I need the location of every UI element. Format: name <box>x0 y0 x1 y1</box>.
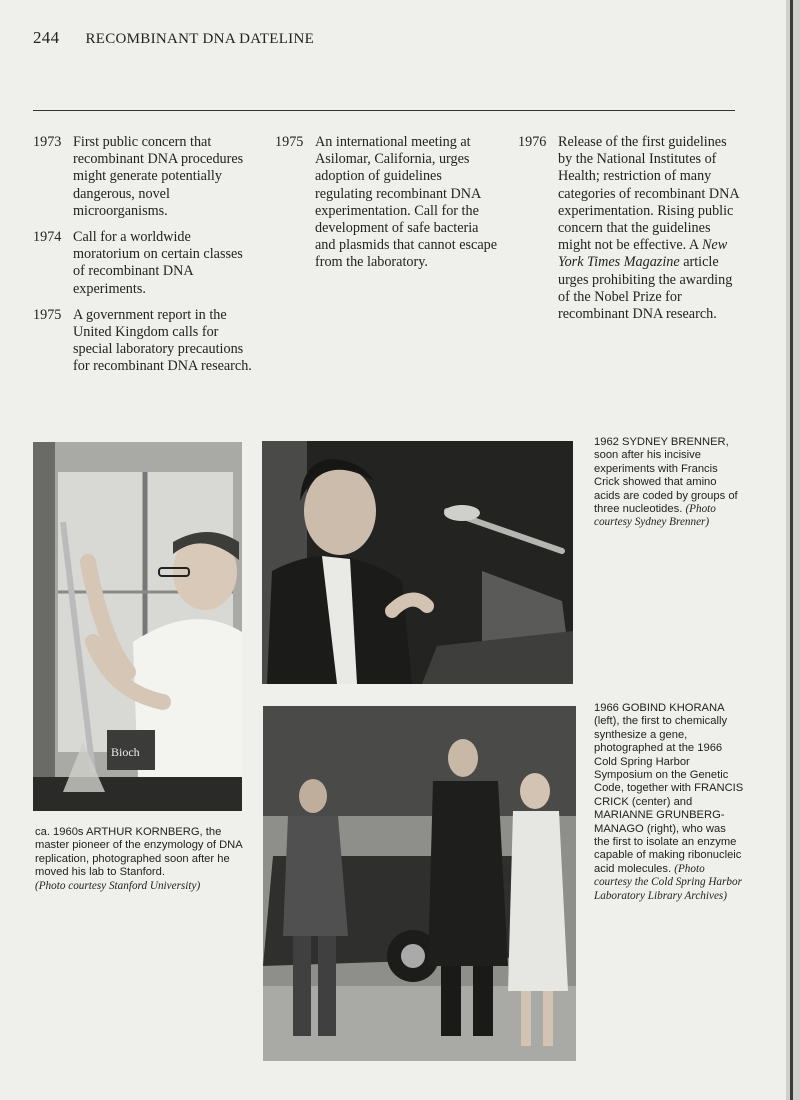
entry-text: First public concern that recombinant DNA procedures might generate potentially dangerous, novel microorganisms. <box>73 134 244 219</box>
timeline-entry <box>518 134 740 323</box>
entry-text: Call for a worldwide moratorium on certain classes of recombinant DNA experiments. <box>73 229 243 297</box>
timeline-entry <box>33 307 258 376</box>
timeline-column-3 <box>518 134 740 332</box>
timeline-entry <box>33 229 258 298</box>
entry-year: 1975 <box>275 134 304 150</box>
photo-khorana-illustration <box>263 706 576 1061</box>
beaker-label: Bioch <box>111 745 140 759</box>
running-title: RECOMBINANT DNA DATELINE <box>85 31 315 47</box>
page-number: 244 <box>33 28 60 47</box>
publication-title: New York Times Magazine <box>558 237 728 271</box>
photo-credit: (Photo courtesy Sydney Brenner) <box>594 503 716 529</box>
caption-khorana <box>594 702 744 903</box>
caption-text: 1966 GOBIND KHORANA (left), the first to chemically synthesize a gene, photographed at the 1966 Cold Spring Harbor Symposium on the Genetic Code, together with FRANCIS CRICK (center) and MARIANNE GRUNBERG-MANAGO (right), who was the first to isolate an enzyme capable of making ribonucleic acid molecules. <box>594 702 744 875</box>
timeline-entry <box>33 134 258 220</box>
caption-text: 1962 SYDNEY BRENNER, soon after his incisive experiments with Francis Crick showed that amino acids are coded by groups of three nucleotides. <box>594 436 738 516</box>
photo-credit: (Photo courtesy the Cold Spring Harbor Laboratory Library Archives) <box>594 862 742 902</box>
entry-text-part: Release of the first guidelines by the National Institutes of Health; restriction of many categories of recombinant DNA experimentation. Rising public concern that the guidelines might not be effective. A <box>558 134 739 254</box>
entry-text <box>558 134 740 323</box>
timeline-entry <box>275 134 500 272</box>
photo-sydney-brenner <box>262 441 573 684</box>
page-edge <box>786 0 800 1100</box>
timeline-column-2 <box>275 134 500 281</box>
entry-year: 1974 <box>33 229 62 246</box>
photo-khorana-crick-grunberg-manago <box>263 706 576 1061</box>
photo-kornberg-illustration <box>33 442 242 811</box>
entry-text: An international meeting at Asilomar, California, urges adoption of guidelines regulating recombinant DNA experimentation. Call for the development of safe bacteria and plasmids that cannot escape from the laboratory. <box>315 134 498 271</box>
page-header <box>33 28 314 48</box>
photo-brenner-illustration <box>262 441 573 684</box>
entry-year: 1973 <box>33 134 62 150</box>
photo-credit: (Photo courtesy Stanford University) <box>35 879 201 892</box>
caption-brenner <box>594 436 744 530</box>
entry-year: 1975 <box>33 306 62 323</box>
header-rule <box>33 110 735 111</box>
caption-text: ca. 1960s ARTHUR KORNBERG, the master pioneer of the enzymology of DNA replication, photographed soon after he moved his lab to Stanford. <box>35 826 243 879</box>
entry-year: 1976 <box>518 134 547 150</box>
photo-arthur-kornberg <box>33 442 242 811</box>
entry-text-part: article urges prohibiting the awarding of the Nobel Prize for recombinant DNA research. <box>558 254 733 323</box>
entry-text: A government report in the United Kingdom calls for special laboratory precautions for recombinant DNA research. <box>73 306 252 375</box>
timeline-column-1 <box>33 134 258 385</box>
caption-kornberg <box>35 826 250 893</box>
